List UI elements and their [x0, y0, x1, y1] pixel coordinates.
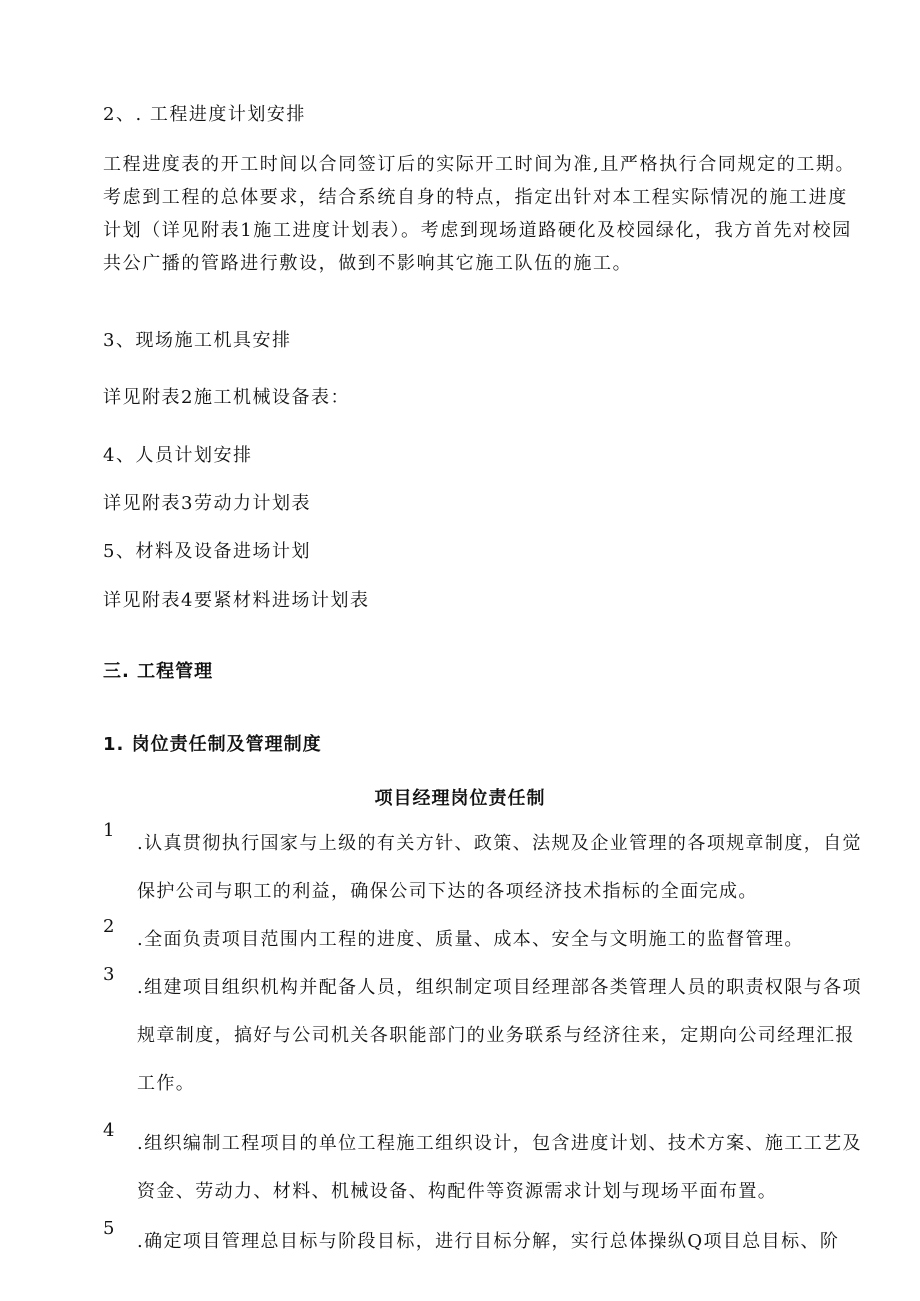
list-item-text: .全面负责项目范围内工程的进度、质量、成本、安全与文明施工的监督管理。	[137, 929, 804, 950]
equipment-reference: 详见附表2施工机械设备表：	[103, 387, 350, 408]
list-item-text: .组建项目组织机构并配备人员，组织制定项目经理部各类管理人员的职责权限与各项规章制度，搞好与公司机关各职能部门的业务联系与经济往来，定期向公司经理汇报工作。	[137, 977, 862, 1094]
list-item	[103, 820, 863, 916]
materials-reference: 详见附表4要紧材料进场计划表	[103, 590, 370, 611]
list-item	[103, 964, 863, 1108]
subsection-heading-responsibility: 1. 岗位责任制及管理制度	[103, 734, 322, 755]
list-item-number: 5	[103, 1218, 115, 1239]
list-item-number: 1	[103, 820, 115, 841]
schedule-paragraph: 工程进度表的开工时间以合同签订后的实际开工时间为准,且严格执行合同规定的工期。考虑到工程的总体要求，结合系统自身的特点，指定出针对本工程实际情况的施工进度计划（详见附表1施工进度计划表）。考虑到现场道路硬化及校园绿化，我方首先对校园共公广播的管路进行敷设，做到不影响其它施工队伍的施工。	[103, 154, 856, 274]
list-item-text: .认真贯彻执行国家与上级的有关方针、政策、法规及企业管理的各项规章制度，自觉保护公司与职工的利益，确保公司下达的各项经济技术指标的全面完成。	[137, 833, 862, 902]
list-item	[103, 1218, 863, 1266]
section-heading-schedule: 2、. 工程进度计划安排	[103, 104, 306, 125]
list-item-number: 4	[103, 1120, 115, 1141]
section-heading-equipment: 3、现场施工机具安排	[103, 330, 292, 351]
list-item	[103, 916, 863, 964]
list-item-text: .组织编制工程项目的单位工程施工组织设计，包含进度计划、技术方案、施工工艺及资金、劳动力、材料、机械设备、构配件等资源需求计划与现场平面布置。	[137, 1133, 862, 1202]
list-item-number: 2	[103, 916, 115, 937]
staffing-reference: 详见附表3劳动力计划表	[103, 493, 311, 514]
list-item	[103, 1120, 863, 1216]
list-item-number: 3	[103, 964, 115, 985]
chapter-heading-management: 三. 工程管理	[103, 661, 214, 682]
section-heading-materials: 5、材料及设备进场计划	[103, 541, 311, 562]
document-title: 项目经理岗位责任制	[374, 788, 546, 809]
section-heading-staffing: 4、人员计划安排	[103, 445, 253, 466]
list-item-text: .确定项目管理总目标与阶段目标，进行目标分解，实行总体操纵Q项目总目标、阶	[137, 1231, 840, 1252]
